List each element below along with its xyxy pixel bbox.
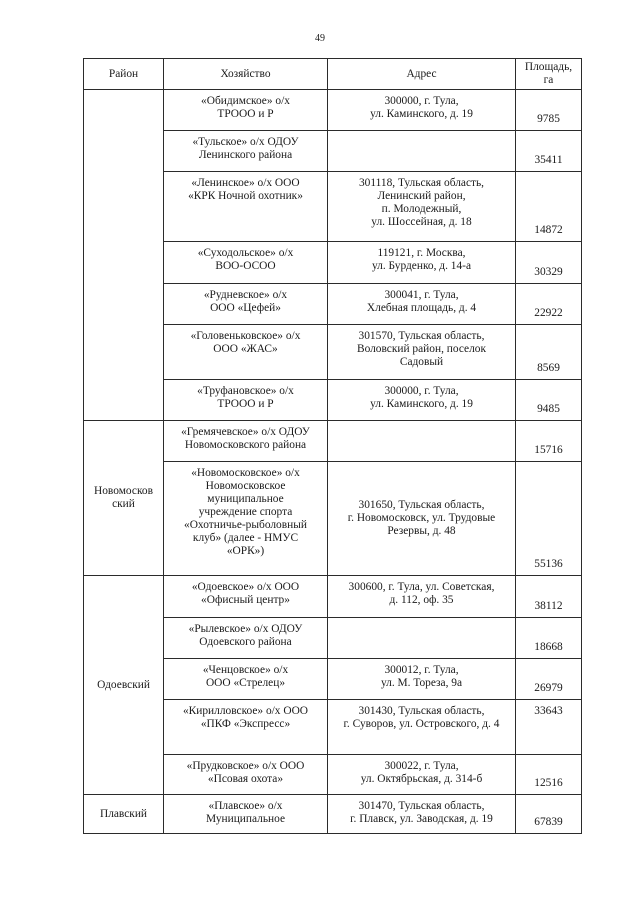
area-cell: 9485 (516, 380, 582, 421)
district-cell (84, 795, 164, 834)
area-cell: 35411 (516, 131, 582, 172)
address-line: Резервы, д. 48 (387, 525, 456, 537)
table-row (84, 90, 582, 131)
address-cell (328, 131, 516, 172)
area-cell: 9785 (516, 90, 582, 131)
address-cell (328, 659, 516, 700)
address-cell (328, 325, 516, 380)
table-row (84, 576, 582, 618)
address-line: г. Плавск, ул. Заводская, д. 19 (350, 813, 493, 825)
farm-line: ООО «Стрелец» (205, 677, 286, 689)
address-cell (328, 700, 516, 755)
hunting-grounds-table (83, 58, 582, 834)
farm-line: «Гремячевское» о/х ОДОУ (181, 426, 310, 438)
address-line: п. Молодежный, (381, 203, 462, 215)
farm-line: муниципальное (207, 493, 284, 505)
farm-cell (164, 421, 328, 462)
area-cell: 33643 (516, 700, 582, 755)
header-address: Адрес (328, 59, 516, 90)
address-line: Садовый (399, 356, 444, 368)
address-line: д. 112, оф. 35 (389, 594, 454, 606)
farm-line: «Головеньковское» о/х (190, 330, 301, 342)
farm-cell (164, 462, 328, 576)
farm-cell (164, 795, 328, 834)
farm-line: Одоевского района (199, 636, 292, 648)
address-cell (328, 421, 516, 462)
address-cell (328, 795, 516, 834)
farm-line: «Охотничье-рыболовный (184, 519, 307, 531)
farm-line: Ленинского района (198, 149, 293, 161)
address-line: ул. Октябрьская, д. 314-б (360, 773, 483, 785)
table-header-row (84, 59, 582, 90)
farm-line: Новомосковского района (184, 439, 307, 451)
address-line: 301570, Тульская область, (358, 330, 485, 342)
farm-cell (164, 172, 328, 242)
table-row (84, 795, 582, 834)
farm-line: «Новомосковское» о/х (191, 467, 300, 479)
farm-line: «Офисный центр» (201, 594, 290, 606)
address-line: 300000, г. Тула, (384, 385, 459, 397)
farm-line: ТРООО и Р (217, 398, 274, 410)
area-cell: 38112 (516, 576, 582, 618)
address-line: 301470, Тульская область, (358, 800, 485, 812)
district-line: Новомосков (94, 485, 153, 497)
address-cell (328, 462, 516, 576)
address-line: г. Суворов, ул. Островского, д. 4 (343, 718, 500, 730)
address-cell (328, 576, 516, 618)
farm-line: ВОО-ОСОО (215, 260, 276, 272)
farm-line: «Ленинское» о/х ООО (191, 177, 300, 189)
farm-cell (164, 576, 328, 618)
address-line: ул. Шоссейная, д. 18 (371, 216, 472, 228)
header-farm: Хозяйство (164, 59, 328, 90)
address-line: 301430, Тульская область, (358, 705, 485, 717)
address-line: ул. Каминского, д. 19 (370, 108, 473, 120)
address-line: Воловский район, поселок (356, 343, 487, 355)
farm-line: «Обидимское» о/х (201, 95, 290, 107)
farm-line: «КРК Ночной охотник» (188, 190, 303, 202)
farm-line: «Суходольское» о/х (197, 247, 294, 259)
header-district: Район (84, 59, 164, 90)
header-area: Площадь, га (516, 59, 582, 90)
farm-line: «ОРК») (226, 545, 265, 557)
farm-cell (164, 90, 328, 131)
district-line: Одоевский (97, 678, 150, 691)
farm-line: ООО «Цефей» (210, 302, 281, 314)
address-line: ул. М. Тореза, 9а (380, 677, 463, 689)
farm-line: «Псовая охота» (207, 773, 284, 785)
farm-line: «Кирилловское» о/х ООО (182, 705, 309, 717)
page-number: 49 (315, 33, 325, 44)
farm-line: «Тульское» о/х ОДОУ (192, 136, 299, 148)
farm-cell (164, 242, 328, 284)
farm-cell (164, 618, 328, 659)
area-cell: 26979 (516, 659, 582, 700)
farm-line: «Рылевское» о/х ОДОУ (188, 623, 303, 635)
farm-cell (164, 325, 328, 380)
district-cell (84, 576, 164, 795)
area-cell: 22922 (516, 284, 582, 325)
address-cell (328, 618, 516, 659)
address-line: г. Новомосковск, ул. Трудовые (347, 512, 496, 524)
address-line: 300000, г. Тула, (384, 95, 459, 107)
farm-line: «Ченцовское» о/х (202, 664, 289, 676)
area-cell: 14872 (516, 172, 582, 242)
address-cell (328, 380, 516, 421)
district-line: ский (112, 498, 135, 510)
area-cell: 30329 (516, 242, 582, 284)
farm-line: «Плавское» о/х (208, 800, 283, 812)
district-cell (84, 421, 164, 576)
address-line: ул. Бурденко, д. 14-а (371, 260, 472, 272)
farm-line: «ПКФ «Экспресс» (200, 718, 291, 730)
address-cell (328, 755, 516, 795)
farm-line: «Труфановское» о/х (197, 385, 294, 397)
farm-cell (164, 700, 328, 755)
address-cell (328, 90, 516, 131)
district-cell (84, 90, 164, 421)
address-line: Ленинский район, (377, 190, 466, 202)
address-cell (328, 284, 516, 325)
address-line: 300600, г. Тула, ул. Советская, (348, 581, 495, 593)
area-cell: 55136 (516, 462, 582, 576)
farm-line: ООО «ЖАС» (213, 343, 278, 355)
farm-line: Новомосковское (205, 480, 286, 492)
farm-line: клуб» (далее - НМУС (192, 532, 299, 544)
farm-cell (164, 755, 328, 795)
address-line: Хлебная площадь, д. 4 (366, 302, 477, 314)
table-body (84, 90, 582, 834)
farm-cell (164, 284, 328, 325)
address-line: 301650, Тульская область, (358, 499, 485, 511)
address-line: 300022, г. Тула, (384, 760, 459, 772)
area-cell: 8569 (516, 325, 582, 380)
address-line: 300041, г. Тула, (384, 289, 459, 301)
farm-cell (164, 380, 328, 421)
address-line: 119121, г. Москва, (377, 247, 466, 259)
farm-line: «Рудневское» о/х (203, 289, 288, 301)
address-line: 301118, Тульская область, (358, 177, 485, 189)
farm-line: учреждение спорта (198, 506, 293, 518)
farm-line: «Прудковское» о/х ООО (186, 760, 305, 772)
address-cell (328, 172, 516, 242)
farm-line: «Одоевское» о/х ООО (191, 581, 300, 593)
farm-line: ТРООО и Р (217, 108, 274, 120)
address-line: 300012, г. Тула, (384, 664, 459, 676)
address-line: ул. Каминского, д. 19 (370, 398, 473, 410)
area-cell: 67839 (516, 795, 582, 834)
address-cell (328, 242, 516, 284)
district-line: Плавский (99, 807, 148, 820)
area-cell: 18668 (516, 618, 582, 659)
farm-line: Муниципальное (205, 813, 286, 825)
farm-cell (164, 659, 328, 700)
table-row (84, 421, 582, 462)
area-cell: 12516 (516, 755, 582, 795)
farm-cell (164, 131, 328, 172)
area-cell: 15716 (516, 421, 582, 462)
